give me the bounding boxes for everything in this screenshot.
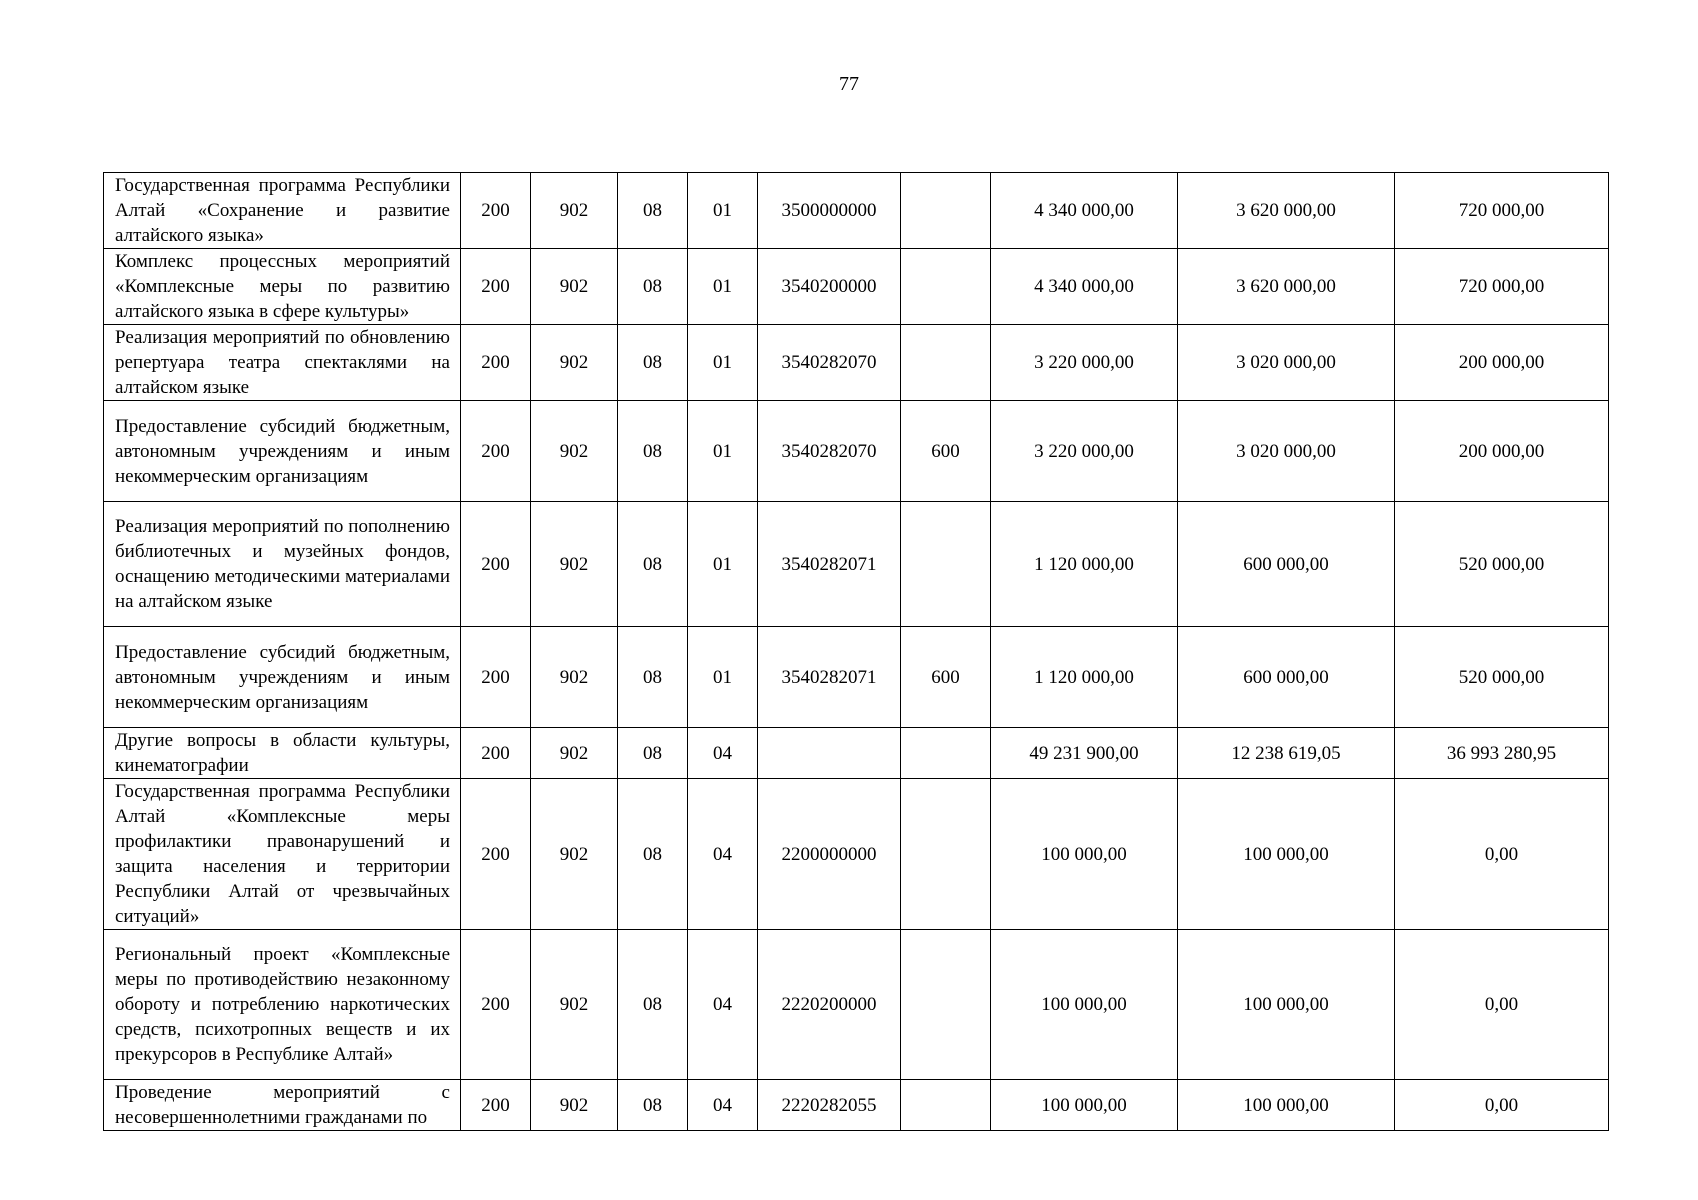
ved-cell: 902	[531, 502, 618, 627]
glava-cell: 200	[461, 728, 531, 779]
pr-cell: 01	[688, 173, 758, 249]
glava-cell: 200	[461, 325, 531, 401]
csr-cell: 3500000000	[758, 173, 901, 249]
vr-cell	[901, 173, 991, 249]
ved-cell: 902	[531, 930, 618, 1080]
pr-cell: 01	[688, 325, 758, 401]
csr-cell: 2220282055	[758, 1080, 901, 1131]
glava-cell: 200	[461, 627, 531, 728]
vr-cell	[901, 1080, 991, 1131]
vr-cell	[901, 502, 991, 627]
vr-cell	[901, 249, 991, 325]
table-row	[104, 401, 1609, 502]
sum1-cell: 4 340 000,00	[991, 173, 1178, 249]
sum3-cell: 0,00	[1395, 930, 1609, 1080]
sum3-cell: 720 000,00	[1395, 173, 1609, 249]
vr-cell	[901, 325, 991, 401]
table-row	[104, 627, 1609, 728]
ved-cell: 902	[531, 401, 618, 502]
sum2-cell: 600 000,00	[1178, 627, 1395, 728]
table-row	[104, 502, 1609, 627]
csr-cell: 3540282070	[758, 325, 901, 401]
sum1-cell: 3 220 000,00	[991, 325, 1178, 401]
vr-cell	[901, 930, 991, 1080]
sum2-cell: 600 000,00	[1178, 502, 1395, 627]
ved-cell: 902	[531, 173, 618, 249]
rz-cell: 08	[618, 930, 688, 1080]
sum1-cell: 100 000,00	[991, 930, 1178, 1080]
rz-cell: 08	[618, 401, 688, 502]
sum1-cell: 3 220 000,00	[991, 401, 1178, 502]
sum3-cell: 36 993 280,95	[1395, 728, 1609, 779]
glava-cell: 200	[461, 173, 531, 249]
ved-cell: 902	[531, 1080, 618, 1131]
sum3-cell: 720 000,00	[1395, 249, 1609, 325]
row-name-cell: Комплекс процессных мероприятий «Комплексные меры по развитию алтайского языка в сфере культуры»	[104, 249, 461, 325]
table-row	[104, 930, 1609, 1080]
sum2-cell: 3 620 000,00	[1178, 173, 1395, 249]
glava-cell: 200	[461, 930, 531, 1080]
csr-cell: 3540282071	[758, 627, 901, 728]
rz-cell: 08	[618, 249, 688, 325]
vr-cell: 600	[901, 401, 991, 502]
rz-cell: 08	[618, 627, 688, 728]
row-name-cell: Реализация мероприятий по пополнению библиотечных и музейных фондов, оснащению методическими материалами на алтайском языке	[104, 502, 461, 627]
ved-cell: 902	[531, 249, 618, 325]
row-name-cell: Государственная программа Республики Алтай «Сохранение и развитие алтайского языка»	[104, 173, 461, 249]
pr-cell: 04	[688, 779, 758, 930]
row-name-cell: Государственная программа Республики Алтай «Комплексные меры профилактики правонарушений и защита населения и территории Республики Алтай от чрезвычайных ситуаций»	[104, 779, 461, 930]
row-name-cell: Проведение мероприятий с несовершеннолетними гражданами по	[104, 1080, 461, 1131]
pr-cell: 01	[688, 502, 758, 627]
row-name-cell: Предоставление субсидий бюджетным, автономным учреждениям и иным некоммерческим организациям	[104, 401, 461, 502]
csr-cell: 2220200000	[758, 930, 901, 1080]
table-row	[104, 325, 1609, 401]
budget-table	[103, 172, 1609, 1131]
sum3-cell: 0,00	[1395, 1080, 1609, 1131]
sum2-cell: 12 238 619,05	[1178, 728, 1395, 779]
sum3-cell: 520 000,00	[1395, 627, 1609, 728]
glava-cell: 200	[461, 502, 531, 627]
row-name-cell: Другие вопросы в области культуры, кинематографии	[104, 728, 461, 779]
table-row	[104, 728, 1609, 779]
table-row	[104, 249, 1609, 325]
sum3-cell: 200 000,00	[1395, 401, 1609, 502]
sum1-cell: 100 000,00	[991, 779, 1178, 930]
glava-cell: 200	[461, 779, 531, 930]
page-number: 77	[839, 73, 859, 95]
sum2-cell: 3 620 000,00	[1178, 249, 1395, 325]
table-row	[104, 1080, 1609, 1131]
rz-cell: 08	[618, 325, 688, 401]
table-row	[104, 173, 1609, 249]
row-name-cell: Региональный проект «Комплексные меры по противодействию незаконному обороту и потреблению наркотических средств, психотропных веществ и их прекурсоров в Республике Алтай»	[104, 930, 461, 1080]
ved-cell: 902	[531, 325, 618, 401]
table-row	[104, 779, 1609, 930]
glava-cell: 200	[461, 249, 531, 325]
rz-cell: 08	[618, 173, 688, 249]
sum3-cell: 0,00	[1395, 779, 1609, 930]
csr-cell	[758, 728, 901, 779]
sum3-cell: 520 000,00	[1395, 502, 1609, 627]
sum2-cell: 3 020 000,00	[1178, 401, 1395, 502]
rz-cell: 08	[618, 728, 688, 779]
pr-cell: 01	[688, 401, 758, 502]
rz-cell: 08	[618, 779, 688, 930]
sum2-cell: 100 000,00	[1178, 1080, 1395, 1131]
sum1-cell: 1 120 000,00	[991, 502, 1178, 627]
row-name-cell: Реализация мероприятий по обновлению репертуара театра спектаклями на алтайском языке	[104, 325, 461, 401]
sum2-cell: 100 000,00	[1178, 779, 1395, 930]
rz-cell: 08	[618, 1080, 688, 1131]
pr-cell: 01	[688, 249, 758, 325]
pr-cell: 01	[688, 627, 758, 728]
sum1-cell: 4 340 000,00	[991, 249, 1178, 325]
ved-cell: 902	[531, 627, 618, 728]
rz-cell: 08	[618, 502, 688, 627]
glava-cell: 200	[461, 1080, 531, 1131]
vr-cell	[901, 779, 991, 930]
glava-cell: 200	[461, 401, 531, 502]
pr-cell: 04	[688, 1080, 758, 1131]
sum1-cell: 100 000,00	[991, 1080, 1178, 1131]
pr-cell: 04	[688, 930, 758, 1080]
sum2-cell: 3 020 000,00	[1178, 325, 1395, 401]
csr-cell: 2200000000	[758, 779, 901, 930]
csr-cell: 3540282071	[758, 502, 901, 627]
ved-cell: 902	[531, 779, 618, 930]
vr-cell	[901, 728, 991, 779]
sum1-cell: 49 231 900,00	[991, 728, 1178, 779]
sum1-cell: 1 120 000,00	[991, 627, 1178, 728]
row-name-cell: Предоставление субсидий бюджетным, автономным учреждениям и иным некоммерческим организациям	[104, 627, 461, 728]
sum2-cell: 100 000,00	[1178, 930, 1395, 1080]
csr-cell: 3540282070	[758, 401, 901, 502]
csr-cell: 3540200000	[758, 249, 901, 325]
ved-cell: 902	[531, 728, 618, 779]
vr-cell: 600	[901, 627, 991, 728]
sum3-cell: 200 000,00	[1395, 325, 1609, 401]
pr-cell: 04	[688, 728, 758, 779]
